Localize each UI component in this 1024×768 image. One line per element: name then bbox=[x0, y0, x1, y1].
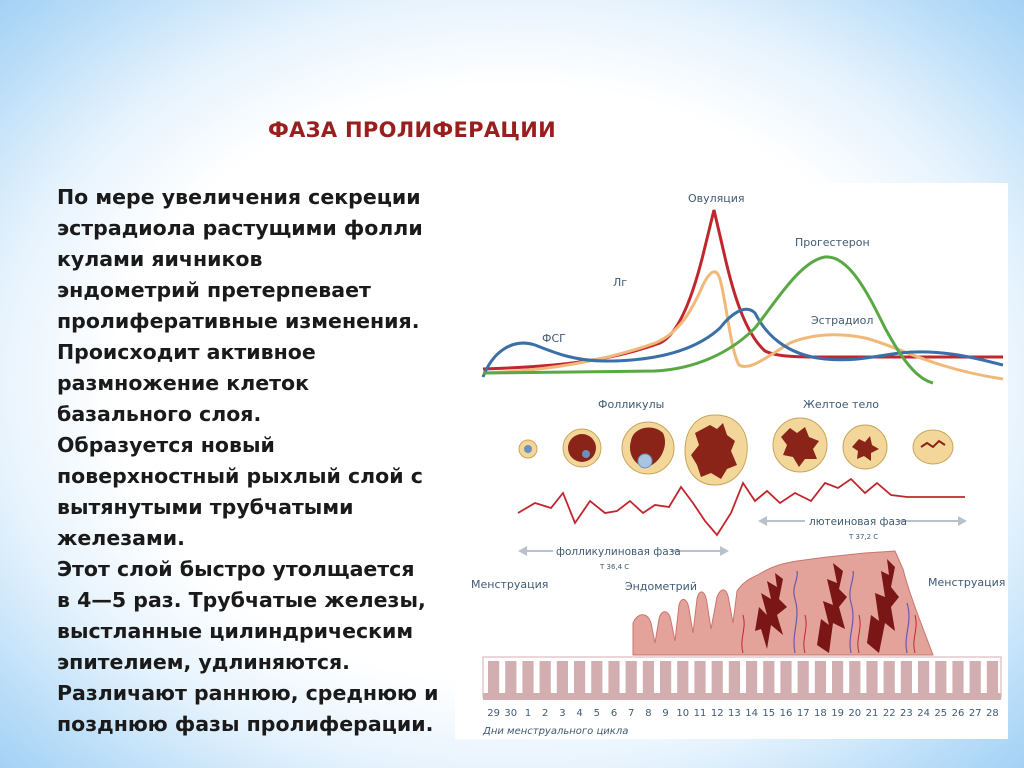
day-label: 12 bbox=[710, 708, 724, 719]
follicle-stage-4 bbox=[685, 415, 747, 485]
day-segment bbox=[712, 661, 723, 693]
day-segment bbox=[522, 661, 533, 693]
body-line: пролиферативные изменения. bbox=[57, 309, 420, 333]
day-label: 14 bbox=[745, 708, 758, 719]
day-label: 7 bbox=[628, 708, 635, 719]
day-label: 26 bbox=[951, 708, 965, 719]
day-label: 21 bbox=[865, 708, 879, 719]
body-line: поверхностный рыхлый слой с bbox=[57, 464, 423, 488]
day-segment bbox=[970, 661, 981, 693]
day-label: 11 bbox=[693, 708, 707, 719]
day-segment bbox=[935, 661, 946, 693]
day-segment bbox=[832, 661, 843, 693]
body-line: Различают раннюю, среднюю и bbox=[57, 681, 439, 705]
day-segment bbox=[815, 661, 826, 693]
body-line: вытянутыми трубчатыми bbox=[57, 495, 354, 519]
follicular-temp-label: Т 36,4 С bbox=[600, 563, 630, 571]
day-segment bbox=[952, 661, 963, 693]
day-label: 23 bbox=[900, 708, 913, 719]
day-label: 30 bbox=[504, 708, 518, 719]
body-line: железами. bbox=[57, 526, 185, 550]
lh-curve bbox=[483, 210, 1003, 369]
day-segment bbox=[540, 661, 551, 693]
corpus-luteum-stage-2 bbox=[843, 425, 887, 469]
day-label: 6 bbox=[610, 708, 618, 719]
ovulation-label: Овуляция bbox=[688, 192, 745, 205]
day-segment bbox=[763, 661, 774, 693]
day-label: 24 bbox=[917, 708, 930, 719]
day-label: 25 bbox=[934, 708, 948, 719]
luteal-temp-label: Т 37,2 С bbox=[849, 533, 879, 541]
hormone-curves bbox=[483, 192, 1003, 383]
body-line: позднюю фазы пролиферации. bbox=[57, 712, 434, 736]
body-line: эстрадиола растущими фолли bbox=[57, 216, 423, 240]
estradiol-label: Эстрадиол bbox=[811, 314, 874, 327]
lh-label: Лг bbox=[613, 276, 628, 289]
day-segment bbox=[505, 661, 516, 693]
day-segment bbox=[849, 661, 860, 693]
day-label: 18 bbox=[814, 708, 827, 719]
corpus-luteum-stage-1 bbox=[773, 418, 827, 472]
follicular-phase-arrow bbox=[518, 543, 729, 571]
day-label: 8 bbox=[645, 708, 652, 719]
body-line: Происходит активное bbox=[57, 340, 316, 364]
corpus-luteum-label: Желтое тело bbox=[803, 398, 879, 411]
day-label: 4 bbox=[576, 708, 583, 719]
day-segment bbox=[488, 661, 499, 693]
day-label: 13 bbox=[728, 708, 741, 719]
body-line: Этот слой быстро утолщается bbox=[57, 557, 415, 581]
day-segment bbox=[677, 661, 688, 693]
luteal-phase-label: лютеиновая фаза bbox=[809, 516, 907, 528]
follicle-stage-2 bbox=[563, 429, 601, 467]
body-line: базального слоя. bbox=[57, 402, 262, 426]
body-line: эпителием, удлиняются. bbox=[57, 650, 350, 674]
day-label: 20 bbox=[848, 708, 862, 719]
day-label: 3 bbox=[559, 708, 566, 719]
day-segment bbox=[901, 661, 912, 693]
day-label: 16 bbox=[779, 708, 793, 719]
day-bar-base bbox=[483, 693, 1001, 700]
day-segment bbox=[660, 661, 671, 693]
follicular-phase-label: фолликулиновая фаза bbox=[556, 546, 681, 558]
follicle-stage-3 bbox=[622, 422, 674, 474]
body-line: Образуется новый bbox=[57, 433, 275, 457]
day-segment bbox=[608, 661, 619, 693]
menstruation-left-label: Менструация bbox=[471, 578, 549, 591]
temperature-chart bbox=[518, 479, 967, 571]
menstrual-cycle-diagram bbox=[455, 183, 1008, 739]
day-label: 9 bbox=[662, 708, 669, 719]
day-label: 5 bbox=[593, 708, 600, 719]
day-label: 19 bbox=[831, 708, 844, 719]
day-segment bbox=[643, 661, 654, 693]
day-segment bbox=[866, 661, 877, 693]
day-segment bbox=[557, 661, 568, 693]
day-segment bbox=[694, 661, 705, 693]
day-segment bbox=[591, 661, 602, 693]
day-segment bbox=[574, 661, 585, 693]
body-line: эндометрий претерпевает bbox=[57, 278, 371, 302]
slide-title: ФАЗА ПРОЛИФЕРАЦИИ bbox=[268, 118, 556, 142]
day-segment bbox=[746, 661, 757, 693]
day-label: 1 bbox=[524, 708, 532, 719]
day-label: 29 bbox=[487, 708, 500, 719]
follicle-stage-1 bbox=[519, 440, 537, 458]
endometrium-illustration bbox=[471, 551, 1005, 655]
day-segment bbox=[798, 661, 809, 693]
endometrium-label: Эндометрий bbox=[625, 580, 697, 593]
follicles-label: Фолликулы bbox=[598, 398, 665, 411]
day-label: 2 bbox=[542, 708, 549, 719]
body-line: По мере увеличения секреции bbox=[57, 185, 421, 209]
day-label: 15 bbox=[762, 708, 776, 719]
ovary-stages bbox=[519, 398, 953, 485]
body-text bbox=[57, 182, 457, 740]
body-line: кулами яичников bbox=[57, 247, 263, 271]
cycle-day-bar bbox=[482, 657, 1001, 737]
fsh-label: ФСГ bbox=[542, 332, 566, 345]
day-label: 27 bbox=[968, 708, 982, 719]
day-label: 22 bbox=[882, 708, 896, 719]
day-segment bbox=[918, 661, 929, 693]
body-line: выстланные цилиндрическим bbox=[57, 619, 414, 643]
day-segment bbox=[987, 661, 998, 693]
day-segment bbox=[884, 661, 895, 693]
day-label: 17 bbox=[796, 708, 810, 719]
body-line: в 4—5 раз. Трубчатые железы, bbox=[57, 588, 426, 612]
body-line: размножение клеток bbox=[57, 371, 310, 395]
progesterone-label: Прогестерон bbox=[795, 236, 870, 249]
day-segment bbox=[626, 661, 637, 693]
menstruation-right-label: Менструация bbox=[928, 576, 1006, 589]
day-label: 28 bbox=[986, 708, 999, 719]
day-segment bbox=[729, 661, 740, 693]
day-segment bbox=[780, 661, 791, 693]
luteal-phase-arrow bbox=[758, 513, 967, 541]
corpus-luteum-stage-3 bbox=[913, 430, 953, 464]
cycle-days-label: Дни менструального цикла bbox=[483, 726, 629, 737]
day-label: 10 bbox=[676, 708, 690, 719]
day-labels bbox=[487, 708, 999, 719]
